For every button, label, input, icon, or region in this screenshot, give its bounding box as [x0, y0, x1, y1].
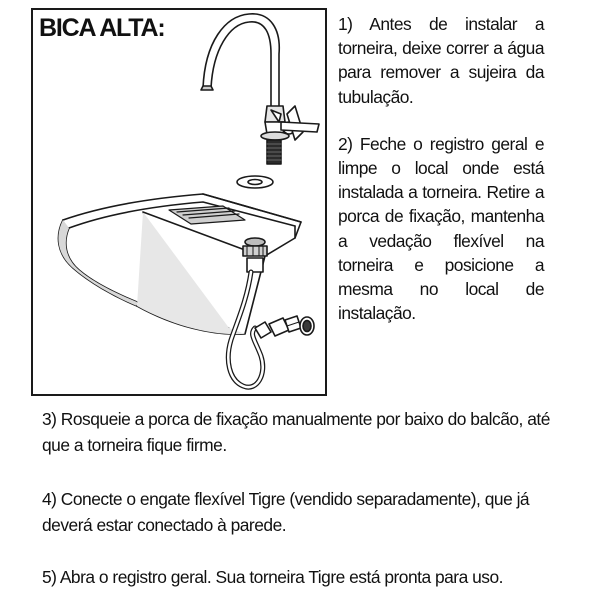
steps-side-column: [338, 12, 544, 325]
page-title: BICA ALTA:: [39, 14, 165, 42]
seal-washer-icon: [237, 176, 273, 188]
flexible-hose-icon: [228, 272, 271, 387]
wall-connector-icon: [269, 316, 314, 336]
step-3-text: 3) Rosqueie a porca de fixação manualmente por baixo do balcão, até que a torneira fique firme.: [42, 409, 550, 455]
illustration-frame: [31, 8, 327, 396]
faucet-icon: [201, 14, 319, 164]
drain-grate-icon: [169, 206, 245, 224]
step-5-text: 5) Abra o registro geral. Sua torneira Tigre está pronta para uso.: [42, 567, 503, 587]
step-1-text: 1) Antes de instalar a torneira, deixe correr a água para remover a sujeira da tubulação.: [338, 14, 544, 107]
threaded-shank-icon: [267, 140, 281, 164]
step-4-text: 4) Conecte o engate flexível Tigre (vendido separadamente), que já deverá estar conectado à parede.: [42, 489, 530, 535]
steps-bottom-column: [42, 406, 552, 590]
step-2-text: 2) Feche o registro geral e limpe o local onde está instalada a torneira. Retire a porca de fixação, mantenha a vedação flexível na torneira e posicione a mesma no local de instalação.: [338, 133, 544, 324]
fixing-nut-icon: [243, 246, 267, 272]
faucet-installation-diagram: [33, 10, 325, 394]
sink-basin: [58, 194, 301, 334]
